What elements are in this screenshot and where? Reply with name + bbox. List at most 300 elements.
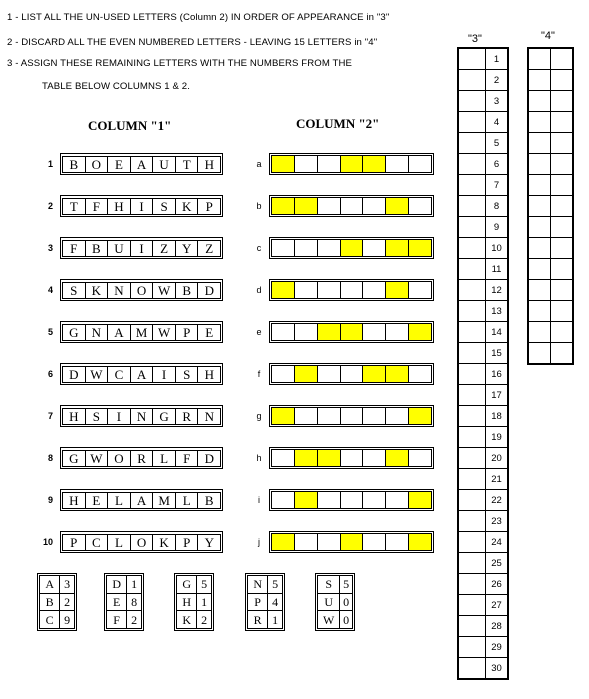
- letter-cell: Z: [153, 241, 176, 256]
- empty-cell[interactable]: [363, 450, 386, 466]
- column-2-answer-box: [269, 279, 434, 301]
- column-2-answer-box: [269, 447, 434, 469]
- letter-cell: H: [63, 409, 86, 424]
- letter-cell: L: [153, 451, 176, 466]
- empty-cell[interactable]: [341, 408, 364, 424]
- answer-cell[interactable]: [529, 259, 551, 280]
- position-number: 14: [486, 322, 508, 343]
- answer-cell[interactable]: [551, 280, 573, 301]
- key-letter: R: [248, 611, 268, 629]
- column-1-word-box: [60, 405, 223, 427]
- answer-cell[interactable]: [459, 343, 486, 364]
- answer-cell[interactable]: [459, 532, 486, 553]
- empty-cell[interactable]: [409, 282, 431, 298]
- letter-cell: N: [131, 409, 154, 424]
- answer-cell[interactable]: [459, 469, 486, 490]
- position-number: 26: [486, 574, 508, 595]
- letter-cell: W: [86, 451, 109, 466]
- answer-cell[interactable]: [459, 70, 486, 91]
- letter-cell: H: [204, 156, 214, 172]
- answer-cell[interactable]: [529, 280, 551, 301]
- position-number: 1: [486, 49, 508, 70]
- letter-cell: P: [63, 535, 86, 550]
- column-2-title: COLUMN "2": [296, 116, 380, 131]
- highlighted-cell[interactable]: [363, 366, 386, 382]
- empty-cell[interactable]: [386, 492, 409, 508]
- column-1-title: COLUMN "1": [88, 118, 172, 133]
- column-2-answer-box: [269, 363, 434, 385]
- highlighted-cell[interactable]: [409, 534, 431, 550]
- highlighted-cell[interactable]: [295, 492, 318, 508]
- column-3-title: "3": [468, 33, 482, 45]
- position-number: 20: [486, 448, 508, 469]
- highlighted-cell[interactable]: [341, 240, 364, 256]
- row-number: 6: [47, 369, 53, 379]
- key-letter: W: [318, 611, 340, 629]
- empty-cell[interactable]: [295, 408, 318, 424]
- letter-cell: K: [176, 199, 199, 214]
- empty-cell[interactable]: [318, 198, 341, 214]
- answer-cell[interactable]: [529, 91, 551, 112]
- letter-cell: I: [153, 367, 176, 382]
- position-number: 6: [486, 154, 508, 175]
- answer-cell[interactable]: [459, 112, 486, 133]
- column-2-answer-box: [269, 489, 434, 511]
- column-3-grid: [457, 47, 509, 680]
- position-number: 24: [486, 532, 508, 553]
- answer-cell[interactable]: [529, 49, 551, 70]
- answer-cell[interactable]: [551, 70, 573, 91]
- highlighted-cell[interactable]: [295, 198, 318, 214]
- answer-cell[interactable]: [529, 322, 551, 343]
- column-1-word-box: [60, 489, 223, 511]
- empty-cell[interactable]: [363, 240, 386, 256]
- key-letter: N: [248, 576, 268, 594]
- key-number: 3: [60, 576, 75, 594]
- row-letter: h: [256, 453, 262, 463]
- position-number: 7: [486, 175, 508, 196]
- empty-cell[interactable]: [272, 366, 295, 382]
- letter-cell: W: [153, 283, 176, 298]
- empty-cell[interactable]: [363, 198, 386, 214]
- empty-cell[interactable]: [318, 408, 341, 424]
- highlighted-cell[interactable]: [386, 240, 409, 256]
- answer-cell[interactable]: [459, 448, 486, 469]
- answer-cell[interactable]: [551, 175, 573, 196]
- position-number: 17: [486, 385, 508, 406]
- answer-cell[interactable]: [459, 553, 486, 574]
- letter-cell: L: [108, 493, 131, 508]
- position-number: 2: [486, 70, 508, 91]
- letter-cell: H: [108, 199, 131, 214]
- empty-cell[interactable]: [341, 198, 364, 214]
- letter-cell: E: [205, 324, 214, 340]
- empty-cell[interactable]: [295, 282, 318, 298]
- answer-cell[interactable]: [551, 49, 573, 70]
- position-number: 21: [486, 469, 508, 490]
- letter-cell: N: [108, 283, 131, 298]
- empty-cell[interactable]: [295, 156, 318, 172]
- empty-cell[interactable]: [341, 282, 364, 298]
- letter-cell: N: [86, 325, 109, 340]
- column-2-answer-box: [269, 237, 434, 259]
- answer-cell[interactable]: [459, 637, 486, 658]
- row-letter: j: [258, 537, 260, 547]
- empty-cell[interactable]: [386, 534, 409, 550]
- empty-cell[interactable]: [295, 240, 318, 256]
- column-1-word-box: [60, 195, 223, 217]
- key-number: 0: [340, 611, 353, 629]
- empty-cell[interactable]: [318, 366, 341, 382]
- highlighted-cell[interactable]: [409, 492, 431, 508]
- letter-cell: G: [63, 451, 86, 466]
- empty-cell[interactable]: [272, 492, 295, 508]
- highlighted-cell[interactable]: [272, 282, 295, 298]
- letter-cell: S: [86, 409, 109, 424]
- column-1-word-box: [60, 321, 223, 343]
- position-number: 3: [486, 91, 508, 112]
- letter-cell: A: [108, 325, 131, 340]
- row-number: 7: [47, 411, 53, 421]
- letter-cell: H: [63, 493, 86, 508]
- column-2-answer-box: [269, 405, 434, 427]
- answer-cell[interactable]: [529, 238, 551, 259]
- empty-cell[interactable]: [272, 324, 295, 340]
- row-letter: g: [256, 411, 262, 421]
- empty-cell[interactable]: [386, 324, 409, 340]
- highlighted-cell[interactable]: [295, 450, 318, 466]
- letter-cell: P: [205, 198, 213, 214]
- answer-cell[interactable]: [529, 154, 551, 175]
- answer-cell[interactable]: [459, 406, 486, 427]
- empty-cell[interactable]: [363, 282, 386, 298]
- key-number: 2: [60, 593, 75, 611]
- empty-cell[interactable]: [272, 450, 295, 466]
- answer-cell[interactable]: [551, 343, 573, 364]
- highlighted-cell[interactable]: [272, 156, 295, 172]
- instruction-2: 2 - DISCARD ALL THE EVEN NUMBERED LETTERS - LEAVING 15 LETTERS in "4": [7, 37, 378, 48]
- key-letter: E: [107, 593, 127, 611]
- key-letter: U: [318, 593, 340, 611]
- empty-cell[interactable]: [318, 492, 341, 508]
- row-number: 9: [47, 495, 53, 505]
- letter-cell: S: [63, 283, 86, 298]
- letter-cell: M: [153, 493, 176, 508]
- letter-cell: S: [176, 367, 199, 382]
- letter-cell: Z: [205, 240, 214, 256]
- answer-cell[interactable]: [551, 112, 573, 133]
- row-letter: f: [257, 369, 261, 379]
- position-number: 30: [486, 658, 508, 679]
- key-number: 5: [268, 576, 283, 594]
- letter-cell: F: [63, 241, 86, 256]
- answer-cell[interactable]: [459, 658, 486, 679]
- answer-cell[interactable]: [459, 280, 486, 301]
- letter-cell: T: [176, 157, 199, 172]
- letter-cell: E: [86, 493, 109, 508]
- row-letter: d: [256, 285, 262, 295]
- key-number: 0: [340, 593, 353, 611]
- letter-cell: G: [153, 409, 176, 424]
- answer-cell[interactable]: [459, 616, 486, 637]
- letter-cell: F: [86, 199, 109, 214]
- answer-cell[interactable]: [459, 133, 486, 154]
- column-1-word-box: [60, 363, 223, 385]
- answer-cell[interactable]: [459, 364, 486, 385]
- letter-cell: Y: [204, 534, 214, 550]
- empty-cell[interactable]: [318, 534, 341, 550]
- column-1-word-box: [60, 237, 223, 259]
- position-number: 25: [486, 553, 508, 574]
- highlighted-cell[interactable]: [363, 156, 386, 172]
- column-2-answer-box: [269, 195, 434, 217]
- position-number: 15: [486, 343, 508, 364]
- letter-cell: U: [153, 157, 176, 172]
- key-letter: C: [40, 611, 60, 629]
- answer-cell[interactable]: [459, 595, 486, 616]
- answer-cell[interactable]: [459, 238, 486, 259]
- letter-cell: Y: [176, 241, 199, 256]
- column-1-word-box: [60, 447, 223, 469]
- highlighted-cell[interactable]: [386, 366, 409, 382]
- answer-cell[interactable]: [529, 301, 551, 322]
- answer-cell[interactable]: [529, 343, 551, 364]
- highlighted-cell[interactable]: [341, 324, 364, 340]
- letter-cell: A: [131, 157, 154, 172]
- letter-cell: P: [176, 535, 199, 550]
- answer-cell[interactable]: [551, 301, 573, 322]
- empty-cell[interactable]: [363, 492, 386, 508]
- empty-cell[interactable]: [318, 156, 341, 172]
- highlighted-cell[interactable]: [318, 324, 341, 340]
- key-letter: K: [177, 611, 197, 629]
- answer-cell[interactable]: [459, 574, 486, 595]
- answer-cell[interactable]: [529, 196, 551, 217]
- key-number: 2: [127, 611, 142, 629]
- answer-cell[interactable]: [459, 175, 486, 196]
- row-letter: i: [258, 495, 260, 505]
- position-number: 5: [486, 133, 508, 154]
- letter-cell: D: [204, 282, 214, 298]
- answer-cell[interactable]: [459, 427, 486, 448]
- position-number: 13: [486, 301, 508, 322]
- key-box: [174, 573, 214, 631]
- column-4-grid: [527, 47, 574, 365]
- key-box: [37, 573, 77, 631]
- empty-cell[interactable]: [341, 450, 364, 466]
- key-number: 8: [127, 593, 142, 611]
- key-letter: D: [107, 576, 127, 594]
- letter-cell: W: [86, 367, 109, 382]
- empty-cell[interactable]: [363, 534, 386, 550]
- highlighted-cell[interactable]: [409, 324, 431, 340]
- empty-cell[interactable]: [295, 324, 318, 340]
- highlighted-cell[interactable]: [409, 240, 431, 256]
- position-number: 23: [486, 511, 508, 532]
- answer-cell[interactable]: [529, 112, 551, 133]
- row-number: 3: [47, 243, 53, 253]
- key-number: 2: [197, 611, 212, 629]
- row-letter: c: [256, 243, 262, 253]
- letter-cell: A: [131, 493, 154, 508]
- answer-cell[interactable]: [459, 385, 486, 406]
- position-number: 28: [486, 616, 508, 637]
- key-box: [315, 573, 355, 631]
- answer-cell[interactable]: [551, 322, 573, 343]
- instruction-3-continued: TABLE BELOW COLUMNS 1 & 2.: [42, 81, 190, 92]
- letter-cell: K: [153, 535, 176, 550]
- instruction-3: 3 - ASSIGN THESE REMAINING LETTERS WITH THE NUMBERS FROM THE: [7, 58, 353, 69]
- letter-cell: C: [108, 367, 131, 382]
- answer-cell[interactable]: [551, 217, 573, 238]
- letter-cell: I: [131, 199, 154, 214]
- answer-cell[interactable]: [459, 322, 486, 343]
- column-1-word-box: [60, 279, 223, 301]
- highlighted-cell[interactable]: [295, 366, 318, 382]
- letter-cell: D: [204, 450, 214, 466]
- empty-cell[interactable]: [272, 240, 295, 256]
- highlighted-cell[interactable]: [409, 408, 431, 424]
- answer-cell[interactable]: [459, 196, 486, 217]
- row-number: 10: [42, 537, 53, 547]
- letter-cell: O: [131, 535, 154, 550]
- row-letter: a: [256, 159, 262, 169]
- letter-cell: B: [63, 157, 86, 172]
- empty-cell[interactable]: [386, 156, 409, 172]
- answer-cell[interactable]: [551, 196, 573, 217]
- answer-cell[interactable]: [529, 70, 551, 91]
- position-number: 8: [486, 196, 508, 217]
- letter-cell: L: [108, 535, 131, 550]
- empty-cell[interactable]: [318, 240, 341, 256]
- column-2-answer-box: [269, 153, 434, 175]
- row-letter: b: [256, 201, 262, 211]
- empty-cell[interactable]: [409, 366, 431, 382]
- key-number: 1: [197, 593, 212, 611]
- letter-cell: U: [108, 241, 131, 256]
- position-number: 10: [486, 238, 508, 259]
- position-number: 22: [486, 490, 508, 511]
- letter-cell: E: [108, 157, 131, 172]
- empty-cell[interactable]: [363, 408, 386, 424]
- row-letter: e: [256, 327, 262, 337]
- empty-cell[interactable]: [409, 198, 431, 214]
- key-letter: S: [318, 576, 340, 594]
- letter-cell: R: [131, 451, 154, 466]
- position-number: 18: [486, 406, 508, 427]
- empty-cell[interactable]: [386, 408, 409, 424]
- key-letter: H: [177, 593, 197, 611]
- empty-cell[interactable]: [409, 450, 431, 466]
- letter-cell: D: [63, 367, 86, 382]
- key-number: 1: [127, 576, 142, 594]
- answer-cell[interactable]: [459, 154, 486, 175]
- key-letter: B: [40, 593, 60, 611]
- key-box: [245, 573, 285, 631]
- answer-cell[interactable]: [529, 217, 551, 238]
- position-number: 11: [486, 259, 508, 280]
- highlighted-cell[interactable]: [386, 282, 409, 298]
- answer-cell[interactable]: [529, 133, 551, 154]
- letter-cell: P: [176, 325, 199, 340]
- empty-cell[interactable]: [409, 156, 431, 172]
- empty-cell[interactable]: [363, 324, 386, 340]
- letter-cell: H: [204, 366, 214, 382]
- letter-cell: F: [176, 451, 199, 466]
- letter-cell: B: [86, 241, 109, 256]
- answer-cell[interactable]: [459, 490, 486, 511]
- letter-cell: R: [176, 409, 199, 424]
- answer-cell[interactable]: [529, 175, 551, 196]
- row-number: 2: [47, 201, 53, 211]
- letter-cell: I: [131, 241, 154, 256]
- position-number: 16: [486, 364, 508, 385]
- key-number: 4: [268, 593, 283, 611]
- column-2-answer-box: [269, 531, 434, 553]
- highlighted-cell[interactable]: [272, 198, 295, 214]
- highlighted-cell[interactable]: [386, 198, 409, 214]
- instruction-1: 1 - LIST ALL THE UN-USED LETTERS (Column 2) IN ORDER OF APPEARANCE in "3": [7, 12, 390, 23]
- answer-cell[interactable]: [459, 259, 486, 280]
- highlighted-cell[interactable]: [341, 156, 364, 172]
- highlighted-cell[interactable]: [318, 450, 341, 466]
- empty-cell[interactable]: [318, 282, 341, 298]
- empty-cell[interactable]: [295, 534, 318, 550]
- column-1-word-box: [60, 153, 223, 175]
- column-2-answer-box: [269, 321, 434, 343]
- letter-cell: I: [108, 409, 131, 424]
- highlighted-cell[interactable]: [272, 408, 295, 424]
- key-letter: G: [177, 576, 197, 594]
- answer-cell[interactable]: [459, 49, 486, 70]
- letter-cell: A: [131, 367, 154, 382]
- answer-cell[interactable]: [551, 133, 573, 154]
- position-number: 27: [486, 595, 508, 616]
- row-number: 4: [47, 285, 53, 295]
- position-number: 29: [486, 637, 508, 658]
- answer-cell[interactable]: [459, 301, 486, 322]
- row-number: 8: [47, 453, 53, 463]
- column-1-word-box: [60, 531, 223, 553]
- position-number: 4: [486, 112, 508, 133]
- position-number: 19: [486, 427, 508, 448]
- key-letter: F: [107, 611, 127, 629]
- answer-cell[interactable]: [459, 217, 486, 238]
- key-number: 1: [268, 611, 283, 629]
- key-letter: A: [40, 576, 60, 594]
- letter-cell: O: [86, 157, 109, 172]
- answer-cell[interactable]: [551, 154, 573, 175]
- letter-cell: K: [86, 283, 109, 298]
- column-4-title: "4": [541, 30, 555, 42]
- empty-cell[interactable]: [341, 366, 364, 382]
- highlighted-cell[interactable]: [386, 450, 409, 466]
- answer-cell[interactable]: [551, 238, 573, 259]
- answer-cell[interactable]: [551, 259, 573, 280]
- key-number: 5: [340, 576, 353, 594]
- answer-cell[interactable]: [459, 91, 486, 112]
- key-letter: P: [248, 593, 268, 611]
- position-number: 12: [486, 280, 508, 301]
- highlighted-cell[interactable]: [341, 534, 364, 550]
- answer-cell[interactable]: [551, 91, 573, 112]
- key-number: 9: [60, 611, 75, 629]
- key-number: 5: [197, 576, 212, 594]
- letter-cell: T: [63, 199, 86, 214]
- highlighted-cell[interactable]: [272, 534, 295, 550]
- empty-cell[interactable]: [341, 492, 364, 508]
- answer-cell[interactable]: [459, 511, 486, 532]
